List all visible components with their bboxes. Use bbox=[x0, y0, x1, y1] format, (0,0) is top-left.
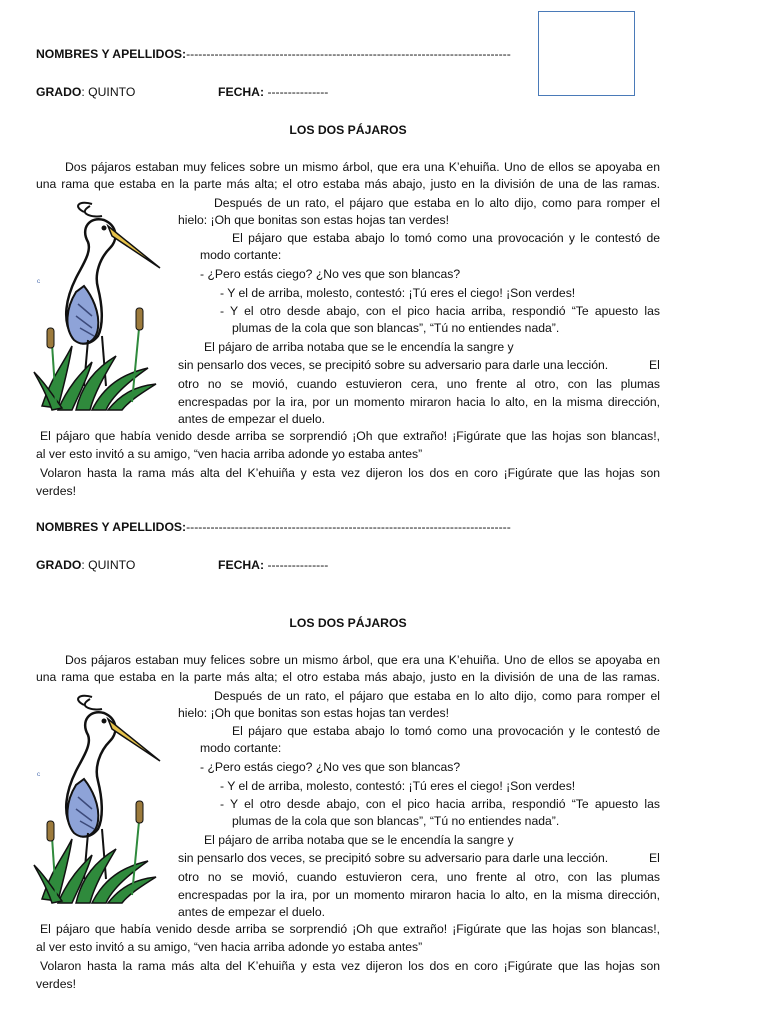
name-row bbox=[36, 46, 511, 64]
date-label: FECHA: bbox=[218, 85, 265, 99]
story-line: verdes! bbox=[36, 977, 76, 991]
small-mark-icon: ᶜ bbox=[37, 277, 41, 287]
story-line: antes de empezar el duelo. bbox=[178, 412, 326, 426]
story-title: LOS DOS PÁJAROS bbox=[289, 123, 407, 137]
story-line: verdes! bbox=[36, 484, 76, 498]
story-line: modo cortante: bbox=[200, 248, 282, 262]
story-line: una rama que estaba en la parte más alta; el otro estaba más abajo, justo en la división de una de las ramas. bbox=[36, 177, 660, 191]
story-line: El pájaro de arriba notaba que se le encendía la sangre y bbox=[204, 833, 514, 847]
story-line: modo cortante: bbox=[200, 741, 282, 755]
story-line: El pájaro que estaba abajo lo tomó como una provocación y le contestó de bbox=[232, 724, 660, 738]
name-line[interactable]: -------------------------------------------------------------------------------- bbox=[186, 520, 511, 534]
story-line: Volaron hasta la rama más alta del K’ehuiña y esta vez dijeron los dos en coro ¡Figúrate que las hojas son bbox=[40, 959, 660, 973]
story-line: Dos pájaros estaban muy felices sobre un mismo árbol, que era una K’ehuiña. Uno de ellos se apoyaba en bbox=[65, 160, 660, 174]
name-line[interactable]: -------------------------------------------------------------------------------- bbox=[186, 47, 511, 61]
story-line: hielo: ¡Oh que bonitas son estas hojas tan verdes! bbox=[178, 706, 449, 720]
story-line: - ¿Pero estás ciego? ¿No ves que son blancas? bbox=[200, 267, 461, 281]
story-line: otro no se movió, cuando estuvieron cera, uno frente al otro, con las plumas bbox=[178, 377, 660, 391]
story-line: El pájaro que había venido desde arriba se sorprendió ¡Oh que extraño! ¡Figúrate que las hojas son blancas!, bbox=[40, 922, 660, 936]
story-line: Después de un rato, el pájaro que estaba en lo alto dijo, como para romper el bbox=[214, 689, 660, 703]
story-line: encrespadas por la ira, por un momento miraron hacia lo alto, en la misma dirección, bbox=[178, 888, 660, 902]
date-row bbox=[218, 557, 328, 575]
story-line: El pájaro de arriba notaba que se le encendía la sangre y bbox=[204, 340, 514, 354]
story-line: hielo: ¡Oh que bonitas son estas hojas tan verdes! bbox=[178, 213, 449, 227]
story-line: antes de empezar el duelo. bbox=[178, 905, 326, 919]
date-line[interactable]: --------------- bbox=[267, 85, 329, 99]
story-line: El bbox=[649, 358, 660, 372]
grade-label: GRADO bbox=[36, 558, 82, 572]
story-line: al ver esto invitó a su amigo, “ven hacia arriba adonde yo estaba antes” bbox=[36, 940, 423, 954]
grade-value: : QUINTO bbox=[81, 558, 136, 572]
grade-label: GRADO bbox=[36, 85, 82, 99]
name-label: NOMBRES Y APELLIDOS: bbox=[36, 520, 187, 534]
story-line: Dos pájaros estaban muy felices sobre un mismo árbol, que era una K’ehuiña. Uno de ellos se apoyaba en bbox=[65, 653, 660, 667]
story-line: plumas de la cola que son blancas”, “Tú no entiendes nada”. bbox=[232, 321, 560, 335]
story-line: al ver esto invitó a su amigo, “ven hacia arriba adonde yo estaba antes” bbox=[36, 447, 423, 461]
grade-row bbox=[36, 84, 135, 102]
story-title: LOS DOS PÁJAROS bbox=[289, 616, 407, 630]
date-label: FECHA: bbox=[218, 558, 265, 572]
grade-row bbox=[36, 557, 135, 575]
heron-icon bbox=[32, 196, 164, 416]
story-line: - Y el otro desde abajo, con el pico hacia arriba, respondió “Te apuesto las bbox=[220, 304, 660, 318]
date-row bbox=[218, 84, 328, 102]
small-mark-icon: ᶜ bbox=[37, 770, 41, 780]
name-label: NOMBRES Y APELLIDOS: bbox=[36, 47, 187, 61]
story-line: plumas de la cola que son blancas”, “Tú no entiendes nada”. bbox=[232, 814, 560, 828]
story-line: sin pensarlo dos veces, se precipitó sobre su adversario para darle una lección. bbox=[178, 358, 609, 372]
story-line: El bbox=[649, 851, 660, 865]
story-line: El pájaro que había venido desde arriba se sorprendió ¡Oh que extraño! ¡Figúrate que las hojas son blancas!, bbox=[40, 429, 660, 443]
story-line: - Y el de arriba, molesto, contestó: ¡Tú eres el ciego! ¡Son verdes! bbox=[220, 779, 576, 793]
story-line: una rama que estaba en la parte más alta; el otro estaba más abajo, justo en la división de una de las ramas. bbox=[36, 670, 660, 684]
story-line: - Y el de arriba, molesto, contestó: ¡Tú eres el ciego! ¡Son verdes! bbox=[220, 286, 576, 300]
date-line[interactable]: --------------- bbox=[267, 558, 329, 572]
heron-icon bbox=[32, 689, 164, 909]
story-line: - Y el otro desde abajo, con el pico hacia arriba, respondió “Te apuesto las bbox=[220, 797, 660, 811]
photo-placeholder-box bbox=[538, 11, 635, 96]
name-row bbox=[36, 519, 511, 537]
story-line: encrespadas por la ira, por un momento miraron hacia lo alto, en la misma dirección, bbox=[178, 395, 660, 409]
story-line: Después de un rato, el pájaro que estaba en lo alto dijo, como para romper el bbox=[214, 196, 660, 210]
grade-value: : QUINTO bbox=[81, 85, 136, 99]
story-line: otro no se movió, cuando estuvieron cera, uno frente al otro, con las plumas bbox=[178, 870, 660, 884]
story-line: - ¿Pero estás ciego? ¿No ves que son blancas? bbox=[200, 760, 461, 774]
story-line: Volaron hasta la rama más alta del K’ehuiña y esta vez dijeron los dos en coro ¡Figúrate que las hojas son bbox=[40, 466, 660, 480]
story-line: El pájaro que estaba abajo lo tomó como una provocación y le contestó de bbox=[232, 231, 660, 245]
story-line: sin pensarlo dos veces, se precipitó sobre su adversario para darle una lección. bbox=[178, 851, 609, 865]
